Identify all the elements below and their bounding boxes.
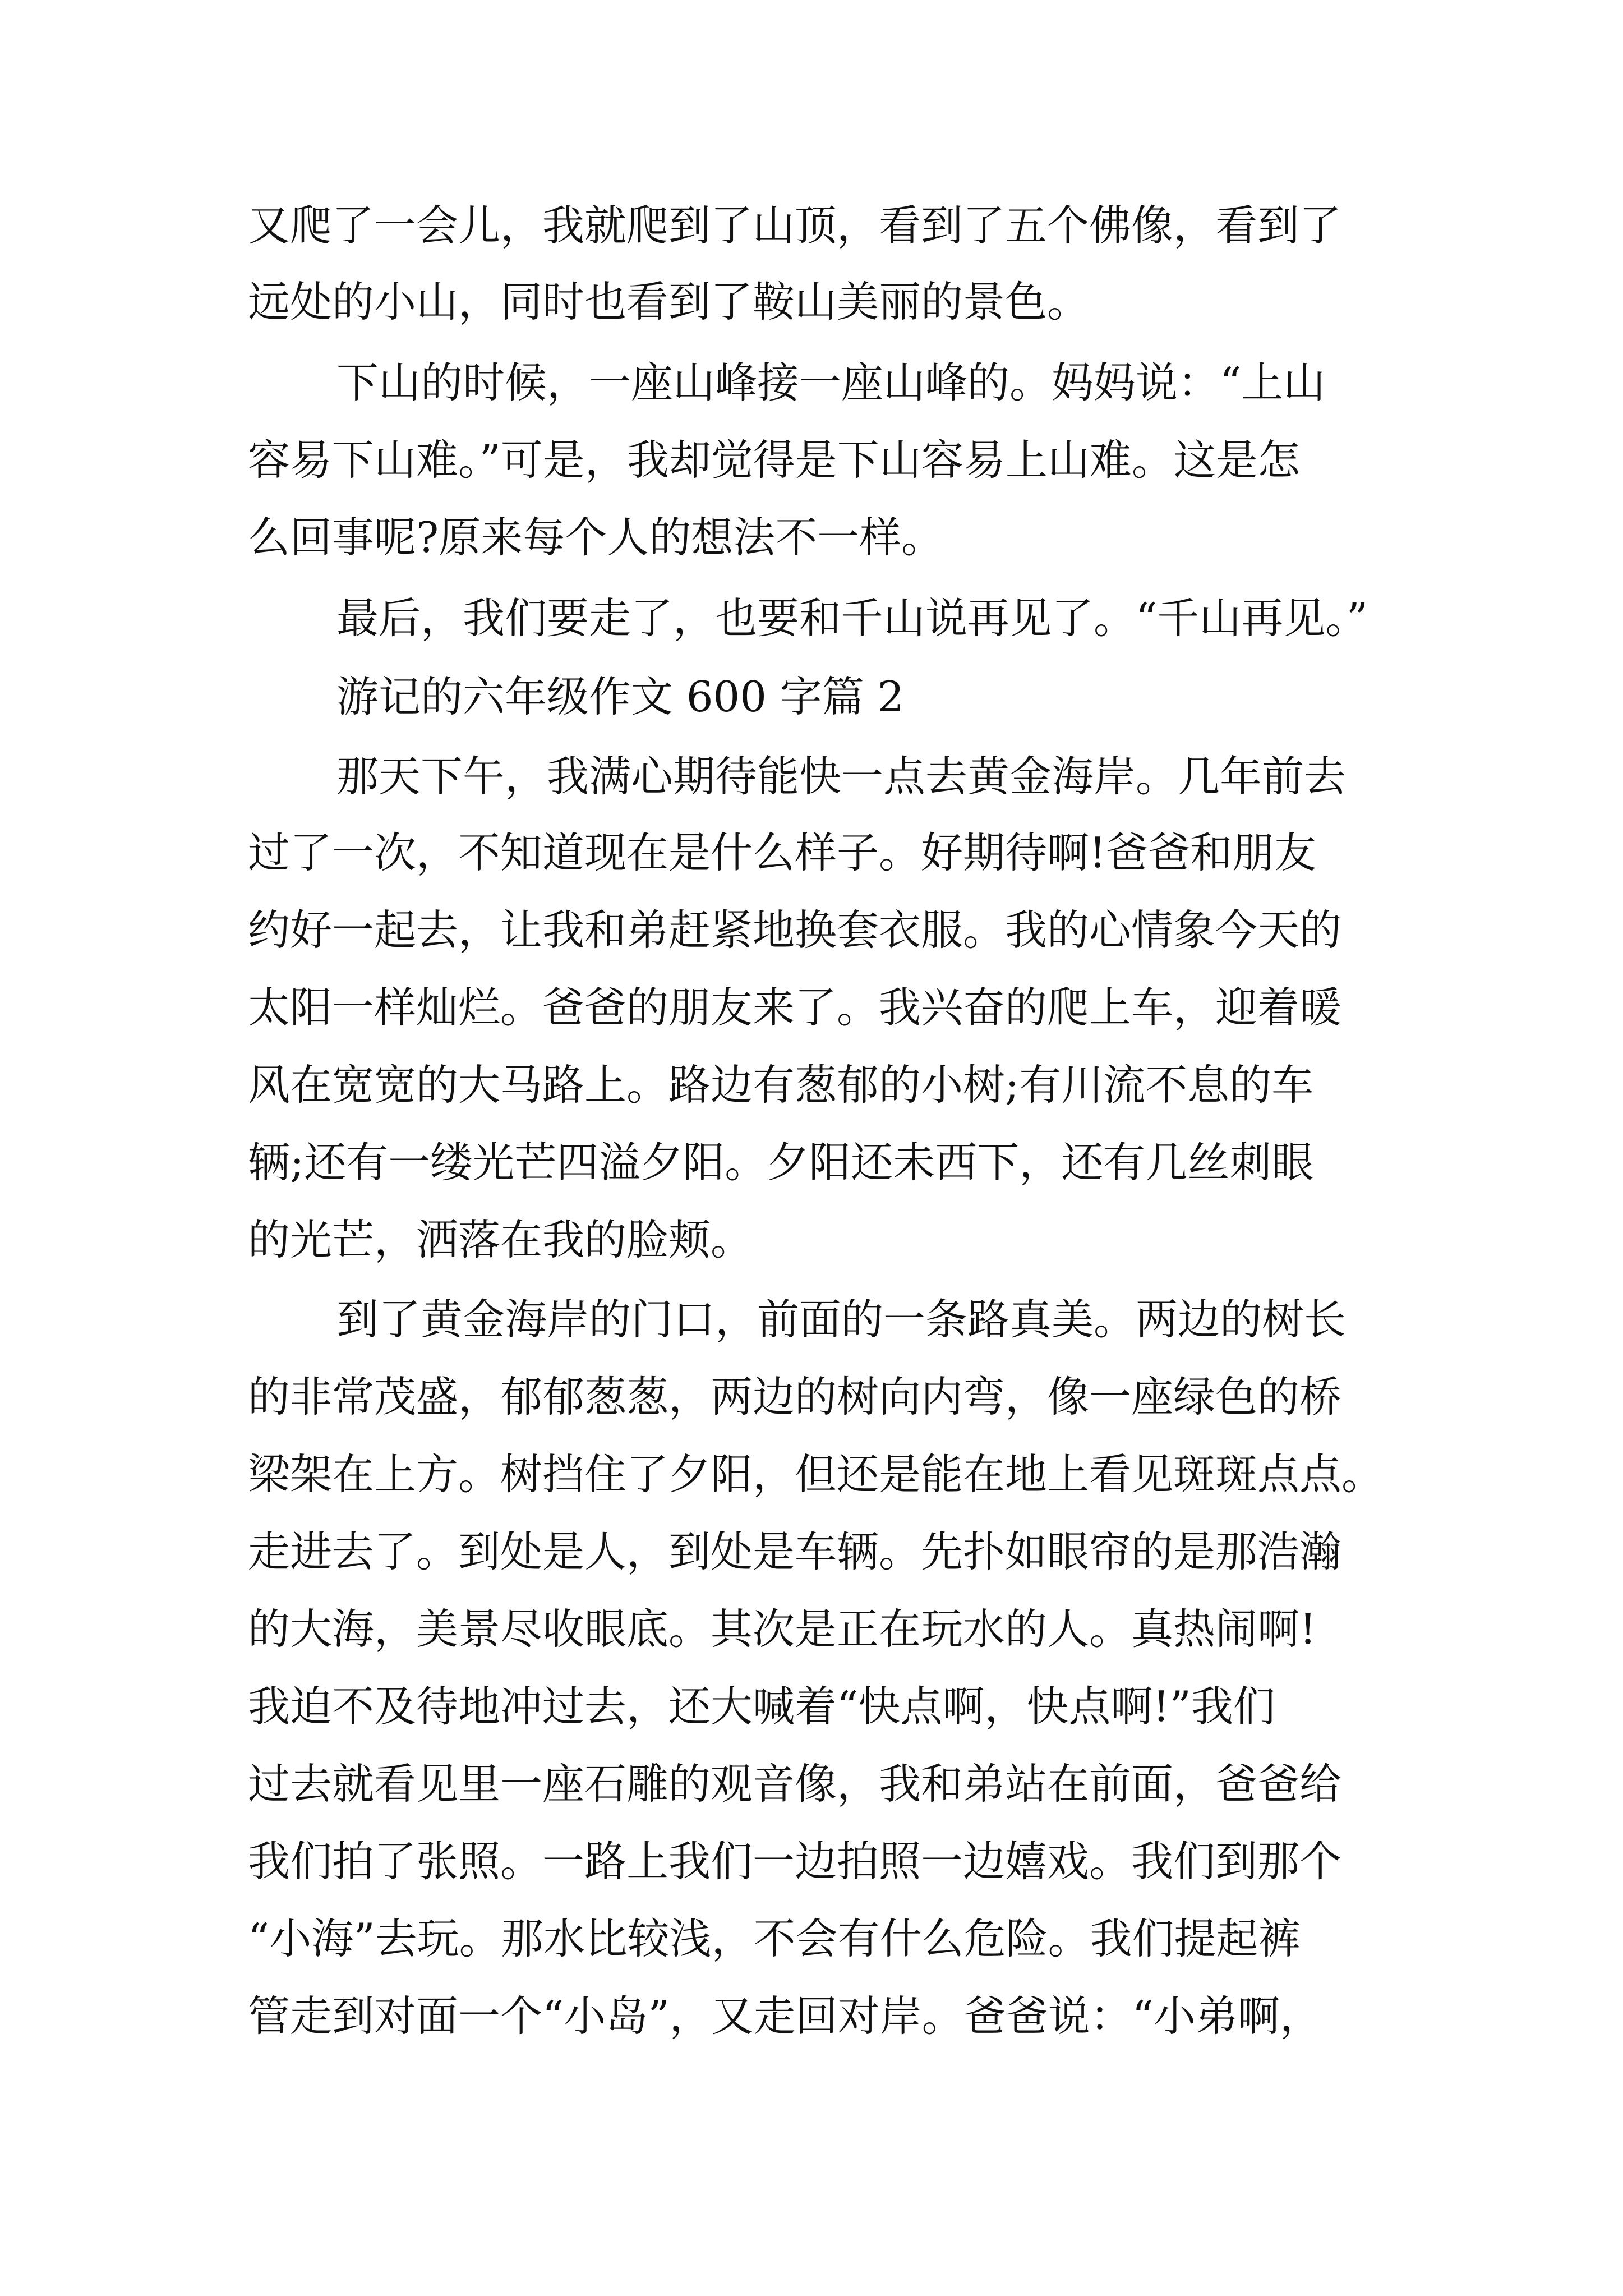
text-line: 管走到对面一个“小岛”，又走回对岸。爸爸说：“小弟啊， <box>248 1991 1322 2041</box>
text-line: 的光芒，洒落在我的脸颊。 <box>248 1215 753 1264</box>
text-line: 辆;还有一缕光芒四溢夕阳。夕阳还未西下，还有几丝刺眼 <box>248 1138 1314 1187</box>
text-line: 约好一起去，让我和弟赶紧地换套衣服。我的心情象今天的 <box>248 905 1342 955</box>
text-line: 的大海，美景尽收眼底。其次是正在玩水的人。真热闹啊! <box>248 1604 1317 1654</box>
paragraph-line: 到了黄金海岸的门口，前面的一条路真美。两边的树长 <box>336 1295 1347 1344</box>
text-line: 太阳一样灿烂。爸爸的朋友来了。我兴奋的爬上车，迎着暖 <box>248 983 1342 1032</box>
section-heading: 游记的六年级作文 600 字篇 2 <box>336 672 905 721</box>
text-line: 梁架在上方。树挡住了夕阳，但还是能在地上看见斑斑点点。 <box>248 1450 1384 1499</box>
text-line: “小海”去玩。那水比较浅，不会有什么危险。我们提起裤 <box>248 1914 1301 1963</box>
text-line: 又爬了一会儿，我就爬到了山顶，看到了五个佛像，看到了 <box>248 201 1342 250</box>
text-line: 的非常茂盛，郁郁葱葱，两边的树向内弯，像一座绿色的桥 <box>248 1372 1342 1421</box>
paragraph-line: 最后，我们要走了，也要和千山说再见了。“千山再见。” <box>336 593 1368 643</box>
paragraph-line: 那天下午，我满心期待能快一点去黄金海岸。几年前去 <box>336 752 1347 801</box>
text-line: 我们拍了张照。一路上我们一边拍照一边嬉戏。我们到那个 <box>248 1837 1342 1886</box>
paragraph-line: 下山的时候，一座山峰接一座山峰的。妈妈说：“上山 <box>336 358 1326 407</box>
text-line: 我迫不及待地冲过去，还大喊着“快点啊，快点啊!”我们 <box>248 1682 1275 1731</box>
text-line: 容易下山难。”可是，我却觉得是下山容易上山难。这是怎 <box>248 435 1300 485</box>
text-line: 过去就看见里一座石雕的观音像，我和弟站在前面，爸爸给 <box>248 1759 1342 1809</box>
text-line: 走进去了。到处是人，到处是车辆。先扑如眼帘的是那浩瀚 <box>248 1527 1342 1576</box>
text-line: 远处的小山，同时也看到了鞍山美丽的景色。 <box>248 277 1090 326</box>
text-line: 过了一次，不知道现在是什么样子。好期待啊!爸爸和朋友 <box>248 828 1317 877</box>
text-line: 么回事呢?原来每个人的想法不一样。 <box>248 513 944 562</box>
text-line: 风在宽宽的大马路上。路边有葱郁的小树;有川流不息的车 <box>248 1060 1314 1110</box>
